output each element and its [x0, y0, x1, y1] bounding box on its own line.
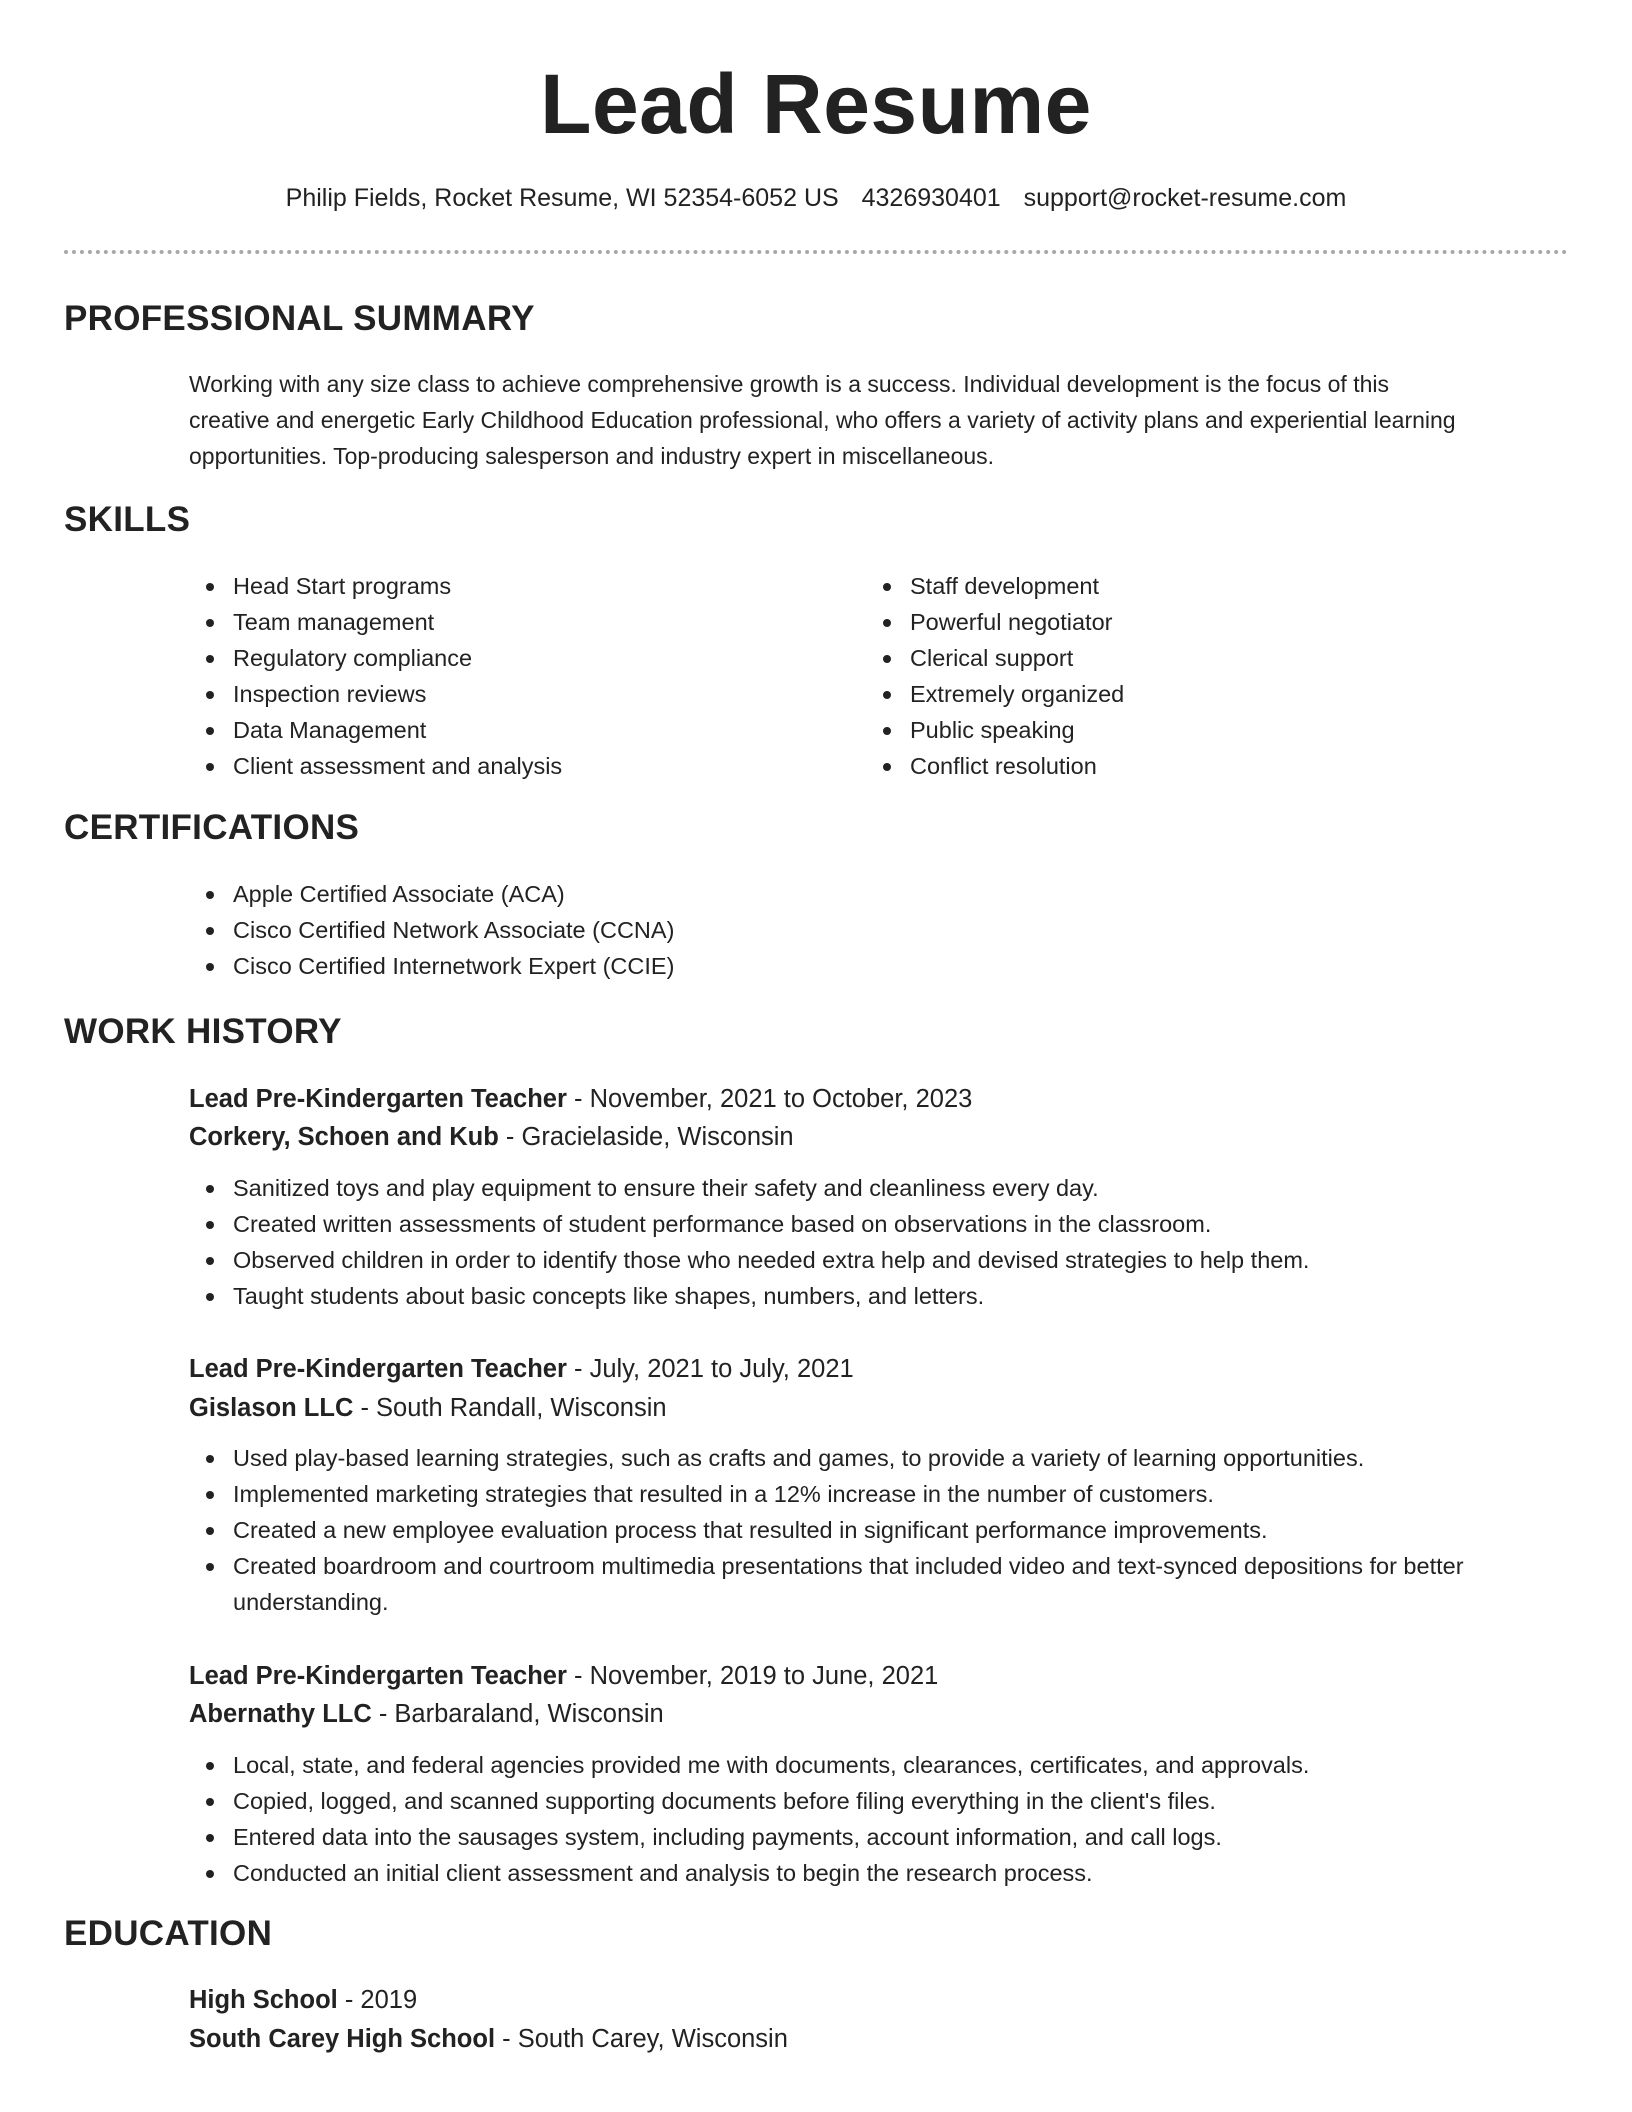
job-bullet: Observed children in order to identify those who needed extra help and devised strategies to help them. — [189, 1242, 1574, 1278]
job-company: Abernathy LLC — [189, 1700, 372, 1728]
job-company-line — [189, 1118, 794, 1156]
skill-item: Data Management — [189, 712, 829, 748]
skills-list-left — [189, 568, 829, 784]
job-location: - South Randall, Wisconsin — [353, 1394, 667, 1422]
contact-address: Philip Fields, Rocket Resume, WI 52354-6052 US — [285, 184, 839, 212]
skill-item: Regulatory compliance — [189, 640, 829, 676]
job-bullet: Created boardroom and courtroom multimedia presentations that included video and text-synced depositions for better understanding. — [189, 1548, 1574, 1620]
resume-title: Lead Resume — [540, 57, 1092, 151]
certification-item: Cisco Certified Network Associate (CCNA) — [189, 912, 1489, 948]
education-school: South Carey High School — [189, 2025, 496, 2053]
job-bullet: Local, state, and federal agencies provided me with documents, clearances, certificates, and approvals. — [189, 1747, 1574, 1783]
job-location: - Barbaraland, Wisconsin — [371, 1700, 664, 1728]
certifications-list — [189, 876, 1489, 984]
job-bullet: Taught students about basic concepts like shapes, numbers, and letters. — [189, 1278, 1574, 1314]
skill-item: Clerical support — [866, 640, 1506, 676]
education-location: - South Carey, Wisconsin — [495, 2025, 788, 2053]
job-company: Gislason LLC — [189, 1394, 354, 1422]
education-degree-line — [189, 1981, 417, 2019]
job-title-line — [189, 1080, 972, 1118]
contact-phone: 4326930401 — [861, 184, 1001, 212]
section-heading-education: EDUCATION — [64, 1914, 273, 1953]
section-heading-skills: SKILLS — [64, 500, 191, 539]
job-title-line — [189, 1657, 938, 1695]
skill-item: Head Start programs — [189, 568, 829, 604]
job-company: Corkery, Schoen and Kub — [189, 1123, 499, 1151]
job-company-line — [189, 1695, 664, 1733]
skill-item: Team management — [189, 604, 829, 640]
job-title: Lead Pre-Kindergarten Teacher — [189, 1662, 567, 1690]
header-divider — [64, 250, 1568, 254]
certification-item: Cisco Certified Internetwork Expert (CCIE) — [189, 948, 1489, 984]
skills-list-right — [866, 568, 1506, 784]
skill-item: Powerful negotiator — [866, 604, 1506, 640]
job-bullet: Copied, logged, and scanned supporting documents before filing everything in the client's files. — [189, 1783, 1574, 1819]
job-bullet: Created a new employee evaluation process that resulted in significant performance improvements. — [189, 1512, 1574, 1548]
job-bullets — [189, 1747, 1574, 1891]
job-bullet: Conducted an initial client assessment and analysis to begin the research process. — [189, 1855, 1574, 1891]
skill-item: Client assessment and analysis — [189, 748, 829, 784]
job-title: Lead Pre-Kindergarten Teacher — [189, 1355, 567, 1383]
section-heading-work-history: WORK HISTORY — [64, 1012, 342, 1051]
job-bullet: Used play-based learning strategies, such as crafts and games, to provide a variety of learning opportunities. — [189, 1440, 1574, 1476]
skill-item: Inspection reviews — [189, 676, 829, 712]
job-dates: - November, 2019 to June, 2021 — [566, 1662, 939, 1690]
skill-item: Public speaking — [866, 712, 1506, 748]
summary-line: creative and energetic Early Childhood Education professional, who offers a variety of activity plans and experiential learning — [189, 407, 1456, 433]
section-heading-summary: PROFESSIONAL SUMMARY — [64, 299, 535, 338]
skill-item: Extremely organized — [866, 676, 1506, 712]
job-bullets — [189, 1170, 1574, 1314]
job-bullet: Created written assessments of student performance based on observations in the classroom. — [189, 1206, 1574, 1242]
job-bullet: Sanitized toys and play equipment to ensure their safety and cleanliness every day. — [189, 1170, 1574, 1206]
job-bullet: Entered data into the sausages system, including payments, account information, and call logs. — [189, 1819, 1574, 1855]
job-dates: - July, 2021 to July, 2021 — [566, 1355, 854, 1383]
job-title-line — [189, 1350, 854, 1388]
summary-line: Working with any size class to achieve comprehensive growth is a success. Individual development is the focus of this — [189, 371, 1389, 397]
job-bullets — [189, 1440, 1574, 1620]
skill-item: Conflict resolution — [866, 748, 1506, 784]
skill-item: Staff development — [866, 568, 1506, 604]
contact-line — [0, 180, 1632, 216]
contact-email: support@rocket-resume.com — [1023, 184, 1347, 212]
education-degree: High School — [189, 1986, 338, 2014]
job-company-line — [189, 1389, 667, 1427]
section-heading-certifications: CERTIFICATIONS — [64, 808, 360, 847]
job-bullet: Implemented marketing strategies that resulted in a 12% increase in the number of customers. — [189, 1476, 1574, 1512]
certification-item: Apple Certified Associate (ACA) — [189, 876, 1489, 912]
education-school-line — [189, 2020, 788, 2058]
summary-line: opportunities. Top-producing salesperson and industry expert in miscellaneous. — [189, 443, 995, 469]
job-title: Lead Pre-Kindergarten Teacher — [189, 1085, 567, 1113]
job-location: - Gracielaside, Wisconsin — [498, 1123, 794, 1151]
education-year: - 2019 — [337, 1986, 418, 2014]
job-dates: - November, 2021 to October, 2023 — [566, 1085, 973, 1113]
summary-paragraph — [189, 366, 1574, 474]
